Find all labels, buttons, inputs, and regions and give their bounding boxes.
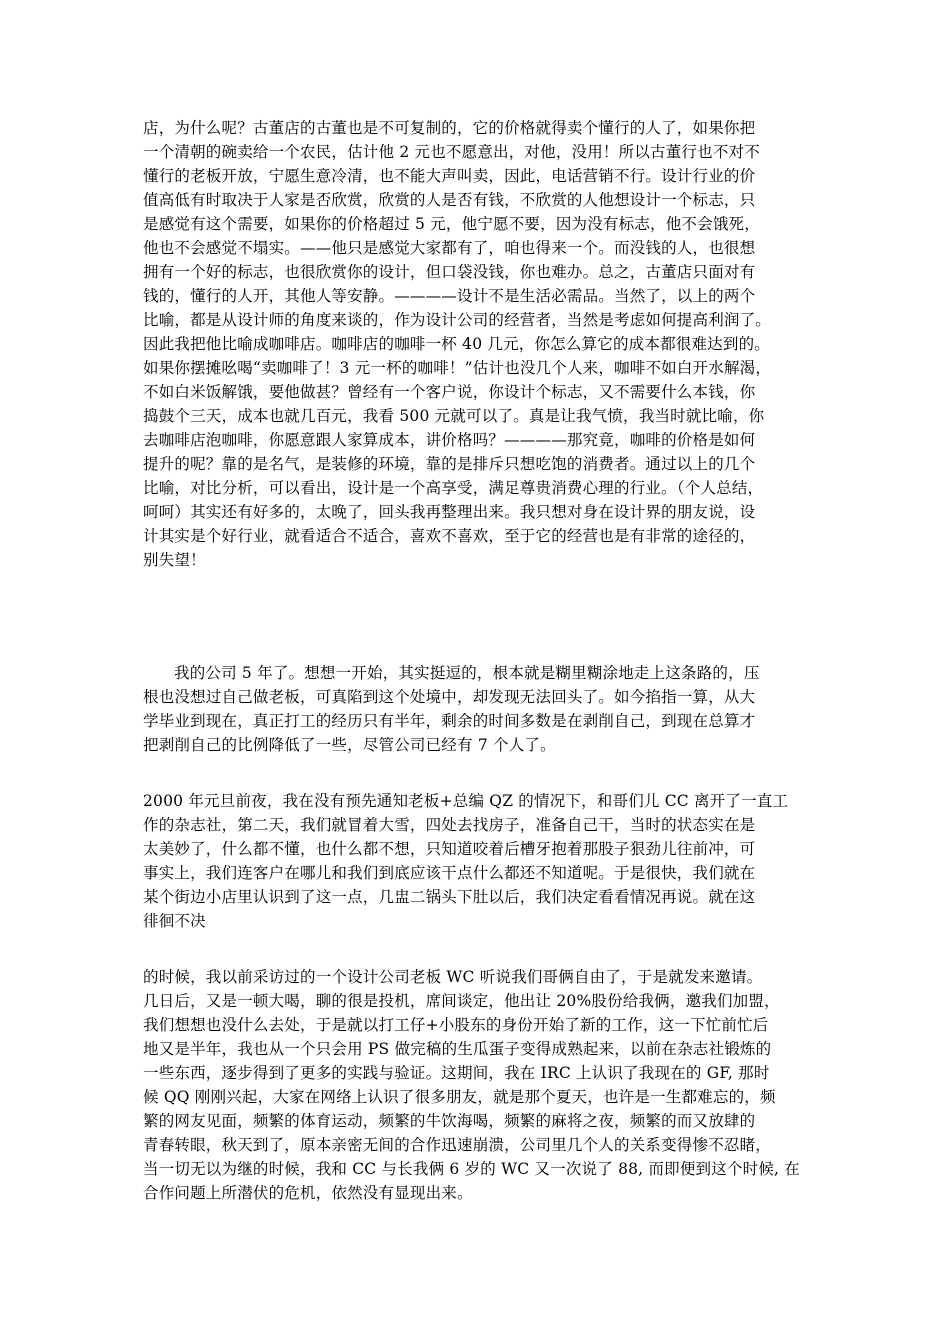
text-line: 提升的呢？靠的是名气，是装修的环境，靠的是排斥只想吃饱的消费者。通过以上的几个 bbox=[143, 455, 756, 473]
text-line: 是感觉有这个需要，如果你的价格超过 5 元，他宁愿不要，因为没有标志，他不会饿死， bbox=[143, 215, 760, 233]
text-line: 繁的网友见面，频繁的体育运动，频繁的牛饮海喝，频繁的麻将之夜，频繁的而又放肆的 bbox=[143, 1112, 756, 1130]
text-line: 徘徊不决 bbox=[143, 912, 206, 930]
text-line: 拥有一个好的标志，也很欣赏你的设计，但口袋没钱，你也难办。总之，古董店只面对有 bbox=[143, 263, 756, 281]
paragraph-new-year-2000 bbox=[143, 789, 788, 933]
paragraph-design-industry bbox=[143, 116, 771, 572]
text-line: 2000 年元旦前夜，我在没有预先通知老板+总编 QZ 的情况下，和哥们儿 CC 离开了一直工 bbox=[143, 792, 789, 810]
text-line: 别失望！ bbox=[143, 551, 206, 569]
text-line: 我的公司 5 年了。想想一开始，其实挺逗的，根本就是糊里糊涂地走上这条路的，压 bbox=[174, 664, 760, 682]
text-line: 一个清朝的碗卖给一个农民，估计他 2 元也不愿意出，对他，没用！所以古董行也不对不 bbox=[143, 143, 760, 161]
text-line: 青春转眼，秋天到了，原本亲密无间的合作迅速崩溃，公司里几个人的关系变得惨不忍睹， bbox=[143, 1136, 772, 1154]
text-line: 钱的，懂行的人开，其他人等安静。————设计不是生活必需品。当然了，以上的两个 bbox=[143, 287, 756, 305]
text-line: 合作问题上所潜伏的危机，依然没有显现出来。 bbox=[143, 1184, 473, 1202]
text-line: 学毕业到现在，真正打工的经历只有半年，剩余的时间多数是在剥削自己，到现在总算才 bbox=[143, 712, 756, 730]
text-line: 作的杂志社，第二天，我们就冒着大雪，四处去找房子，准备自己干，当时的状态实在是 bbox=[143, 816, 756, 834]
text-line: 因此我把他比喻成咖啡店。咖啡店的咖啡一杯 40 几元，你怎么算它的成本都很难达到的。 bbox=[143, 335, 770, 353]
text-line: 把剥削自己的比例降低了一些，尽管公司已经有 7 个人了。 bbox=[143, 736, 556, 754]
text-line: 呵呵）其实还有好多的，太晚了，回头我再整理出来。我只想对身在设计界的朋友说，设 bbox=[143, 503, 756, 521]
text-line: 当一切无以为继的时候，我和 CC 与长我俩 6 岁的 WC 又一次说了 88, 而即便到这个时候, 在 bbox=[143, 1160, 800, 1178]
text-line: 的时候，我以前采访过的一个设计公司老板 WC 听说我们哥俩自由了，于是就发来邀请。 bbox=[143, 968, 763, 986]
text-line: 店，为什么呢？古董店的古董也是不可复制的，它的价格就得卖个懂行的人了，如果你把 bbox=[143, 119, 756, 137]
text-line: 事实上，我们连客户在哪儿和我们到底应该干点什么都还不知道呢。于是很快，我们就在 bbox=[143, 864, 756, 882]
text-line: 如果你摆摊吆喝“卖咖啡了！3 元一杯的咖啡！”估计也没几个人来，咖啡不如白开水解渴， bbox=[143, 359, 772, 377]
text-line: 不如白米饭解饿，要他做甚？曾经有一个客户说，你设计个标志，又不需要什么本钱，你 bbox=[143, 383, 756, 401]
text-line: 几日后，又是一顿大喝，聊的很是投机，席间谈定，他出让 20%股份给我俩，邀我们加盟， bbox=[143, 992, 780, 1010]
text-line: 候 QQ 刚刚兴起，大家在网络上认识了很多朋友，就是那个夏天，也许是一生都难忘的，频 bbox=[143, 1088, 776, 1106]
text-line: 地又是半年，我也从一个只会用 PS 做完稿的生瓜蛋子变得成熟起来，以前在杂志社锻炼的 bbox=[143, 1040, 772, 1058]
text-line: 他也不会感觉不塌实。——他只是感觉大家都有了，咱也得来一个。而没钱的人，也很想 bbox=[143, 239, 756, 257]
text-line: 我们想想也没什么去处，于是就以打工仔+小股东的身份开始了新的工作，这一下忙前忙后 bbox=[143, 1016, 769, 1034]
text-line: 比喻，对比分析，可以看出，设计是一个高享受，满足尊贵消费心理的行业。（个人总结， bbox=[143, 479, 764, 497]
text-line: 某个街边小店里认识到了这一点，几盅二锅头下肚以后，我们决定看看情况再说。就在这 bbox=[143, 888, 756, 906]
paragraph-company-intro bbox=[143, 661, 760, 757]
text-line: 捣鼓个三天，成本也就几百元，我看 500 元就可以了。真是让我气愤，我当时就比喻，你 bbox=[143, 407, 765, 425]
text-line: 根也没想过自己做老板，可真陷到这个处境中，却发现无法回头了。如今掐指一算，从大 bbox=[143, 688, 756, 706]
text-line: 去咖啡店泡咖啡，你愿意跟人家算成本，讲价格吗？————那究竟，咖啡的价格是如何 bbox=[143, 431, 756, 449]
text-line: 太美妙了，什么都不懂，也什么都不想，只知道咬着后槽牙抱着那股子狠劲儿往前冲，可 bbox=[143, 840, 756, 858]
text-line: 值高低有时取决于人家是否欣赏，欣赏的人是否有钱，不欣赏的人他想设计一个标志，只 bbox=[143, 191, 756, 209]
text-line: 懂行的老板开放，宁愿生意冷清，也不能大声叫卖，因此，电话营销不行。设计行业的价 bbox=[143, 167, 756, 185]
paragraph-wc-partnership bbox=[143, 965, 800, 1205]
text-line: 计其实是个好行业，就看适合不适合，喜欢不喜欢，至于它的经营也是有非常的途径的， bbox=[143, 527, 756, 545]
text-line: 一些东西，逐步得到了更多的实践与验证。这期间，我在 IRC 上认识了我现在的 GF, 那时 bbox=[143, 1064, 770, 1082]
text-line: 比喻，都是从设计师的角度来谈的，作为设计公司的经营者，当然是考虑如何提高利润了。 bbox=[143, 311, 772, 329]
